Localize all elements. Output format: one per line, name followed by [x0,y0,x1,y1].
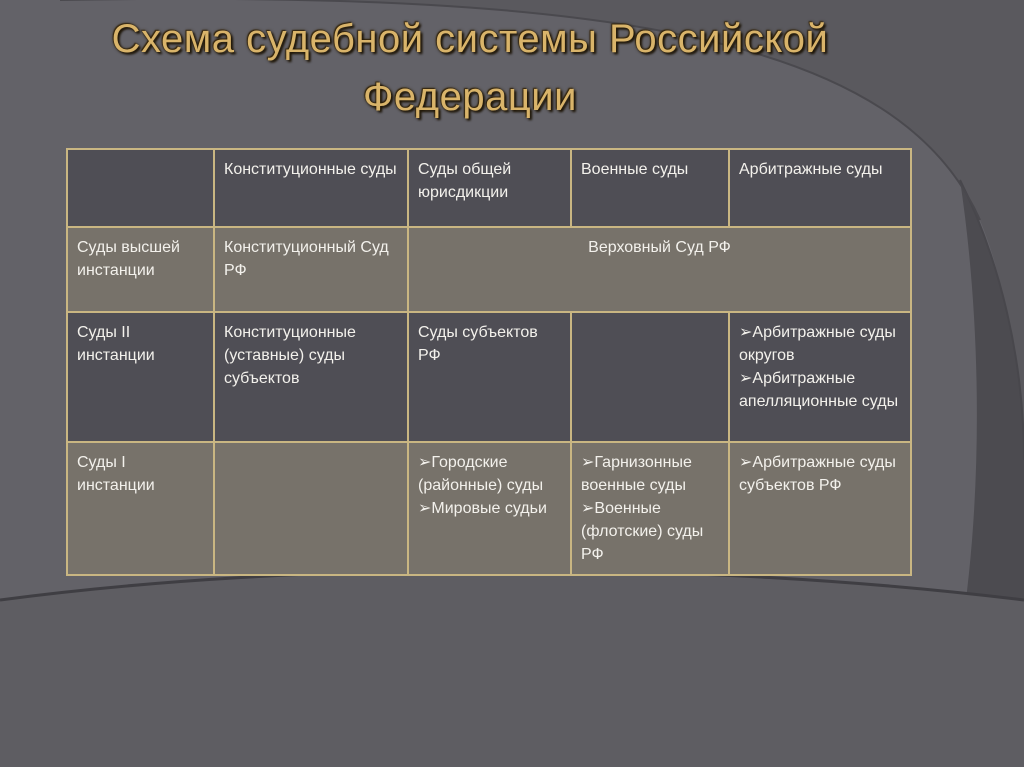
header-constitutional-courts: Конституционные суды [214,149,408,227]
arrow-bullet-icon: ➢ [581,454,595,471]
cell-subject-courts-rf: Суды субъектов РФ [408,312,571,442]
arrow-bullet-icon: ➢ [418,454,432,471]
slide-title [60,10,880,126]
list-item [418,497,561,520]
list-item [581,451,719,497]
cell-supreme-court-rf: Верховный Суд РФ [408,227,911,312]
table-header-row [67,149,911,227]
list-item-text: Мировые судьи [431,500,547,517]
arrow-bullet-icon: ➢ [739,370,753,387]
list-item-text: Арбитражные суды субъектов РФ [739,454,896,494]
arrow-bullet-icon: ➢ [418,500,432,517]
cell-arbitration-first [729,442,911,575]
slide-title-line-1: Схема судебной системы Российской [111,17,829,61]
header-corner-cell [67,149,214,227]
list-item-text: Военные (флотские) суды РФ [581,500,704,563]
table-row-higher-instance [67,227,911,312]
list-item-text: Арбитражные суды округов [739,324,896,364]
cell-general-first [408,442,571,575]
level-higher-instance: Суды высшей инстанции [67,227,214,312]
header-general-jurisdiction-courts: Суды общей юрисдикции [408,149,571,227]
level-second-instance: Суды II инстанции [67,312,214,442]
cell-military-first [571,442,729,575]
level-first-instance: Суды I инстанции [67,442,214,575]
cell-constitutional-first-empty [214,442,408,575]
list-item [739,367,901,413]
list-item-text: Гарнизонные военные суды [581,454,692,494]
court-system-table [66,148,912,576]
slide-title-line-2: Федерации [363,75,577,119]
arrow-bullet-icon: ➢ [739,454,753,471]
list-item [739,321,901,367]
list-item [581,497,719,566]
header-arbitration-courts: Арбитражные суды [729,149,911,227]
list-item [739,451,901,497]
cell-arbitration-second [729,312,911,442]
list-item-text: Арбитражные апелляционные суды [739,370,899,410]
list-item [418,451,561,497]
table-row-first-instance [67,442,911,575]
table-row-second-instance [67,312,911,442]
cell-constitutional-charter-courts: Конституционные (уставные) суды субъектов [214,312,408,442]
header-military-courts: Военные суды [571,149,729,227]
arrow-bullet-icon: ➢ [739,324,753,341]
cell-constitutional-court-rf: Конституционный Суд РФ [214,227,408,312]
arrow-bullet-icon: ➢ [581,500,595,517]
cell-military-second-empty [571,312,729,442]
list-item-text: Городские (районные) суды [418,454,544,494]
